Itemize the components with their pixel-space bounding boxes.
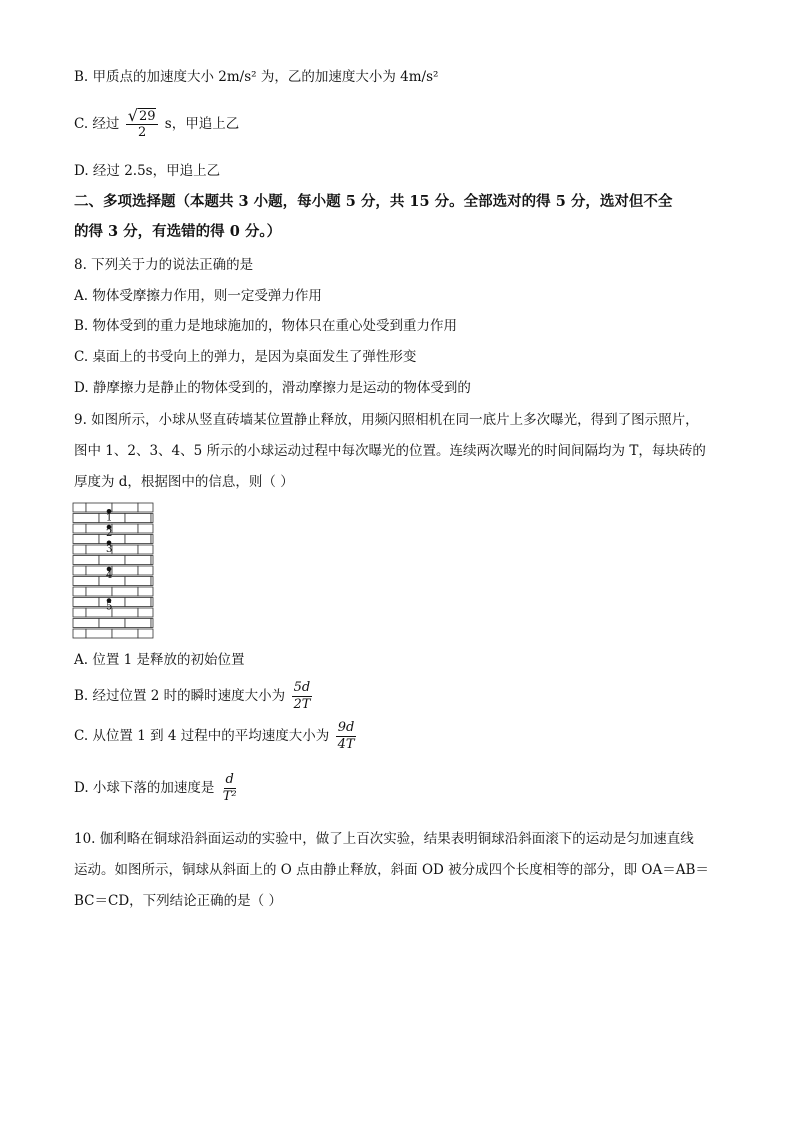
brick <box>125 535 151 544</box>
brick <box>112 587 138 596</box>
q7-option-c-sqrt: √ 29 <box>126 108 159 125</box>
brick <box>138 587 153 596</box>
q7-option-c-radicand: 29 <box>138 109 156 124</box>
brick <box>138 608 153 617</box>
brick <box>151 577 153 586</box>
q9-option-c-numerator: 9d <box>337 720 355 735</box>
brick <box>125 577 151 586</box>
q7-option-c-denominator: 2 <box>137 125 147 140</box>
q9-stem-line-3: 厚度为 d，根据图中的信息，则（ ） <box>74 474 294 490</box>
q9-option-d-numerator: d <box>225 772 234 787</box>
q9-option-b-denominator: 2T <box>293 697 311 712</box>
brick <box>112 524 138 533</box>
q7-option-d: D. 经过 2.5s，甲追上乙 <box>74 163 221 179</box>
brick <box>73 598 99 607</box>
q8-option-c: C. 桌面上的书受向上的弹力，是因为桌面发生了弹性形变 <box>74 349 417 365</box>
brick <box>112 545 138 554</box>
brick <box>73 514 99 523</box>
q9-option-a: A. 位置 1 是释放的初始位置 <box>74 652 245 668</box>
brick <box>73 503 86 512</box>
q9-option-b-fraction <box>291 680 312 713</box>
brick <box>112 503 138 512</box>
ball-label-1: 1 <box>106 512 113 524</box>
brick <box>125 556 151 565</box>
ball-label-4: 4 <box>106 570 113 581</box>
brick <box>151 514 153 523</box>
brick <box>86 629 112 638</box>
brick <box>125 619 151 628</box>
brick <box>112 608 138 617</box>
q8-option-b: B. 物体受到的重力是地球施加的，物体只在重心处受到重力作用 <box>74 318 458 334</box>
q10-stem-line-1: 10. 伽利略在铜球沿斜面运动的实验中，做了上百次实验，结果表明铜球沿斜面滚下的运动是匀加速直线 <box>74 831 694 847</box>
q9-option-d-text: D. 小球下落的加速度是 <box>74 780 215 796</box>
q8-option-a: A. 物体受摩擦力作用，则一定受弹力作用 <box>74 288 322 304</box>
brick <box>73 535 99 544</box>
q7-option-c-prefix: C. 经过 <box>74 116 120 132</box>
brick <box>138 524 153 533</box>
brick <box>125 514 151 523</box>
brick-wall-figure <box>72 501 156 641</box>
brick <box>73 577 99 586</box>
brick <box>138 566 153 575</box>
q10-stem-line-2: 运动。如图所示，铜球从斜面上的 O 点由静止释放，斜面 OD 被分成四个长度相等的部分，即 OA＝AB＝ <box>74 862 709 878</box>
brick <box>73 556 99 565</box>
brick <box>99 619 125 628</box>
ball-label-2: 2 <box>106 528 113 539</box>
q9-option-d-fraction <box>221 772 239 805</box>
brick <box>151 619 153 628</box>
brick <box>99 556 125 565</box>
brick <box>73 545 86 554</box>
brick <box>73 587 86 596</box>
q7-option-c-fraction <box>126 108 159 141</box>
q9-stem-line-2: 图中 1、2、3、4、5 所示的小球运动过程中每次曝光的位置。连续两次曝光的时间间隔均为 T，每块砖的 <box>74 443 706 459</box>
section-2-heading-line-1: 二、多项选择题（本题共 3 小题，每小题 5 分，共 15 分。全部选对的得 5 分，选对但不全 <box>74 193 673 210</box>
brick <box>86 587 112 596</box>
q8-stem: 8. 下列关于力的说法正确的是 <box>74 257 254 273</box>
q10-stem-line-3: BC＝CD，下列结论正确的是（ ） <box>74 893 282 909</box>
q9-option-b-numerator: 5d <box>293 680 311 695</box>
q9-option-c-denominator: 4T <box>337 737 355 752</box>
brick <box>151 556 153 565</box>
q8-option-d: D. 静摩擦力是静止的物体受到的，滑动摩擦力是运动的物体受到的 <box>74 380 471 396</box>
q9-option-c-fraction <box>336 720 357 753</box>
brick <box>138 545 153 554</box>
q9-option-b <box>74 676 314 716</box>
brick <box>112 566 138 575</box>
q9-option-b-text: B. 经过位置 2 时的瞬时速度大小为 <box>74 688 286 704</box>
section-2-heading-line-2: 的得 3 分，有选错的得 0 分。） <box>74 223 282 240</box>
q9-option-c <box>74 716 359 756</box>
ball-label-5: 5 <box>106 601 113 613</box>
brick <box>73 608 86 617</box>
brick <box>151 535 153 544</box>
q7-option-b: B. 甲质点的加速度大小 2m/s² 为，乙的加速度大小为 4m/s² <box>74 69 439 85</box>
q7-option-c-suffix: s，甲追上乙 <box>164 116 240 132</box>
brick <box>73 566 86 575</box>
q7-option-c <box>74 104 239 144</box>
brick <box>138 503 153 512</box>
q9-option-d-denominator: T² <box>222 789 237 804</box>
ball-label-3: 3 <box>106 543 113 555</box>
brick <box>73 524 86 533</box>
brick <box>73 619 99 628</box>
brick <box>73 629 86 638</box>
q9-option-d <box>74 768 241 808</box>
brick <box>125 598 151 607</box>
brick <box>138 629 153 638</box>
q9-stem-line-1: 9. 如图所示，小球从竖直砖墙某位置静止释放，用频闪照相机在同一底片上多次曝光，得到了图示照片， <box>74 412 699 428</box>
brick <box>112 629 138 638</box>
brick <box>151 598 153 607</box>
q9-option-c-text: C. 从位置 1 到 4 过程中的平均速度大小为 <box>74 728 330 744</box>
